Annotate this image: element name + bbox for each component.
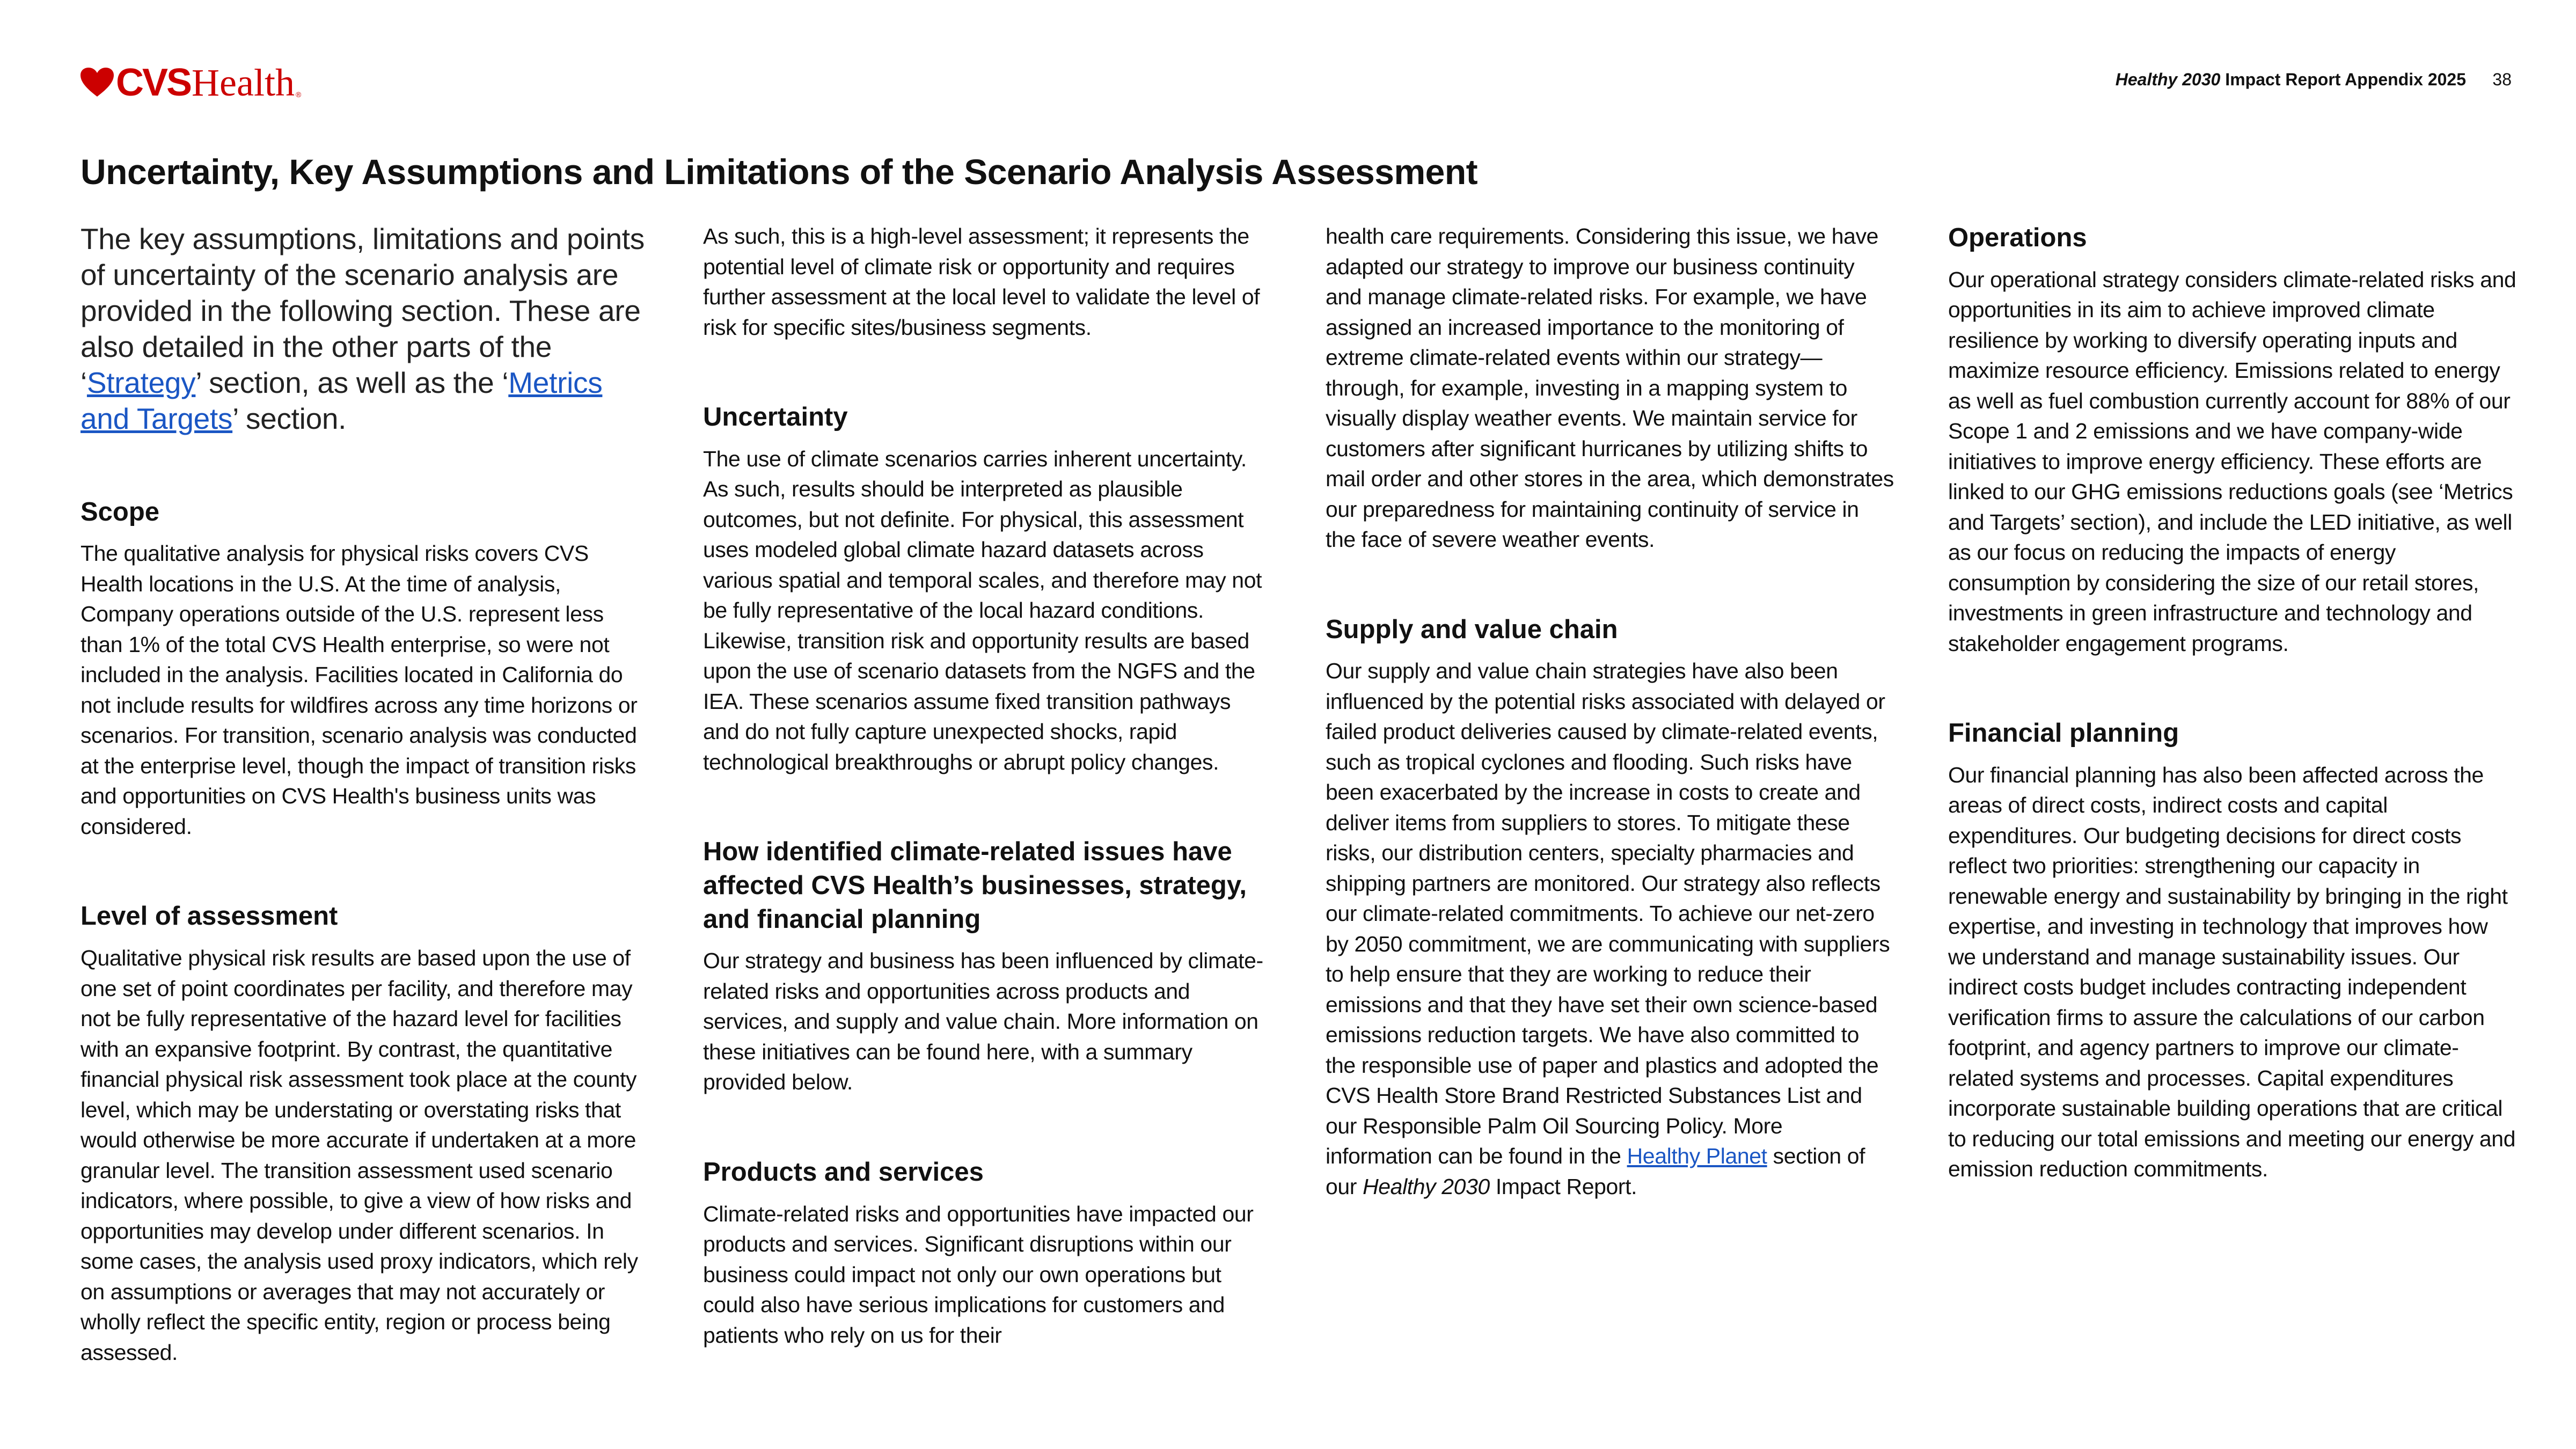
financial-planning-heading: Financial planning <box>1948 719 2179 748</box>
supply-chain-body <box>1326 656 1894 1202</box>
supply-chain-tail-1: section of our <box>1326 1144 1865 1199</box>
supply-chain-tail-italic: Healthy 2030 <box>1363 1174 1490 1199</box>
column-3 <box>1326 221 1894 1202</box>
intro-text-2: ’ section, as well as the ‘ <box>195 366 509 400</box>
assessment-lead-paragraph: As such, this is a high-level assessment; it represents the potential level of climate risk or opportunity and requires further assessment at the local level to validate the level of risk for specific sites/business segments. <box>703 224 1260 340</box>
logo-trademark: ® <box>295 90 302 99</box>
scope-heading: Scope <box>80 497 160 526</box>
report-title-rest: Impact Report Appendix 2025 <box>2220 70 2466 89</box>
operations-heading: Operations <box>1948 223 2087 252</box>
logo-brand-regular: Health <box>192 61 295 104</box>
healthy-planet-link[interactable]: Healthy Planet <box>1627 1144 1767 1169</box>
products-services-body-part1: Climate-related risks and opportunities have impacted our products and services. Significant disruptions within our business could impact not only our own operations but could also have serious implications for customers and patients who rely on us for their <box>703 1201 1254 1348</box>
uncertainty-heading: Uncertainty <box>703 402 848 431</box>
intro-text-3: ’ section. <box>232 402 347 436</box>
level-of-assessment-body: Qualitative physical risk results are based upon the use of one set of point coordinates per facility, and therefore may not be fully representative of the hazard level for facilities with an expansive footprint. By contrast, the quantitative financial physical risk assessment took place at the county level, which may be understating or overstating risks that would otherwise be more accurate if undertaken at a more granular level. The transition assessment used scenario indicators, where possible, to give a view of how risks and opportunities may develop under different scenarios. In some cases, the analysis used proxy indicators, which rely on assumptions or averages that may not accurately or wholly reflect the specific entity, region or process being assessed. <box>80 946 638 1365</box>
supply-chain-heading: Supply and value chain <box>1326 614 1618 644</box>
intro-paragraph <box>80 221 649 437</box>
scope-body: The qualitative analysis for physical risks covers CVS Health locations in the U.S. At the time of analysis, Company operations outside of the U.S. represent less than 1% of the total CVS Health enterprise, so were not included in the analysis. Facilities located in California do not include results for wildfires across any time horizons or scenarios. For transition, scenario analysis was conducted at the enterprise level, though the impact of transition risks and opportunities on CVS Health's business units was considered. <box>80 541 638 839</box>
level-of-assessment-heading: Level of assessment <box>80 902 338 931</box>
uncertainty-body: The use of climate scenarios carries inherent uncertainty. As such, results should be interpreted as plausible outcomes, but not definite. For physical, this assessment uses modeled global climate hazard datasets across various spatial and temporal scales, and therefore may not be fully representative of the local hazard conditions. Likewise, transition risk and opportunity results are based upon the use of scenario datasets from the NGFS and the IEA. These scenarios assume fixed transition pathways and do not fully capture unexpected shocks, rapid technological breakthroughs or abrupt policy changes. <box>703 446 1262 774</box>
page-number: 38 <box>2492 70 2512 89</box>
report-title-italic: Healthy 2030 <box>2115 70 2221 89</box>
operations-body: Our operational strategy considers climate-related risks and opportunities in its aim to achieve improved climate resilience by working to diversify operating inputs and maximize resource efficiency. Emissions related to energy as well as fuel combustion currently account for 88% of our Scope 1 and 2 emissions and we have company-wide initiatives to improve energy efficiency. These efforts are linked to our GHG emissions reductions goals (see ‘Metrics and Targets’ section), and include the LED initiative, as well as our focus on reducing the impacts of energy consumption by considering the size of our retail stores, investments in green infrastructure and technology and stakeholder engagement programs. <box>1948 267 2516 656</box>
column-1 <box>80 221 649 1367</box>
supply-chain-text: Our supply and value chain strategies have also been influenced by the potential risks associated with delayed or failed product deliveries caused by climate-related events, such as tropical cyclones and flooding. Such risks have been exacerbated by the increase in costs to create and deliver items from suppliers to stores. To mitigate these risks, our distribution centers, specialty pharmacies and shipping partners are monitored. Our strategy also reflects our climate-related commitments. To achieve our net-zero by 2050 commitment, we are communicating with suppliers to help ensure that they are working to reduce their emissions and that they have set their own science-based emissions reduction targets. We have also committed to the responsible use of paper and plastics and adopted the CVS Health Store Brand Restricted Substances List and our Responsible Palm Oil Sourcing Policy. More information can be found in the <box>1326 658 1890 1169</box>
how-identified-heading: How identified climate-related issues have affected CVS Health’s businesses, strategy, and financial planning <box>703 837 1247 934</box>
column-4 <box>1948 221 2517 1184</box>
heart-icon <box>80 68 114 98</box>
column-2 <box>703 221 1272 1350</box>
page-title: Uncertainty, Key Assumptions and Limitations of the Scenario Analysis Assessment <box>80 152 1478 192</box>
financial-planning-body: Our financial planning has also been affected across the areas of direct costs, indirect costs and capital expenditures. Our budgeting decisions for direct costs reflect two priorities: strengthening our capacity in renewable energy and sustainability by bringing in the right expertise, and investing in technology that improves how we understand and manage sustainability issues. Our indirect costs budget includes contracting independent verification firms to assure the calculations of our carbon footprint, and agency partners to improve our climate-related systems and processes. Capital expenditures incorporate sustainable building operations that are critical to reducing our total emissions and meeting our energy and emission reduction commitments. <box>1948 762 2516 1182</box>
how-identified-body: Our strategy and business has been influenced by climate-related risks and opportunities across products and services, and supply and value chain. More information on these initiatives can be found here, with a summary provided below. <box>703 948 1263 1095</box>
metrics-targets-link[interactable]: Metrics and Targets <box>80 366 603 436</box>
page-header <box>80 61 2512 104</box>
supply-chain-tail-2: Impact Report. <box>1489 1174 1637 1199</box>
products-services-body-part2: health care requirements. Considering this issue, we have adapted our strategy to improve our business continuity and manage climate-related risks. For example, we have assigned an increased importance to the monitoring of extreme climate-related events within our strategy—through, for example, investing in a mapping system to visually display weather events. We maintain service for customers after significant hurricanes by utilizing shifts to mail order and other stores in the area, which demonstrates our preparedness for maintaining continuity of service in the face of severe weather events. <box>1326 224 1894 552</box>
strategy-link[interactable]: Strategy <box>86 366 196 400</box>
logo-brand-bold: CVS <box>116 61 191 104</box>
report-title <box>2116 70 2466 90</box>
products-services-heading: Products and services <box>703 1157 984 1187</box>
intro-text-1: The key assumptions, limitations and points of uncertainty of the scenario analysis are provided in the following section. These are also detailed in the other parts of the ‘ <box>80 222 645 400</box>
cvs-health-logo <box>80 63 301 102</box>
